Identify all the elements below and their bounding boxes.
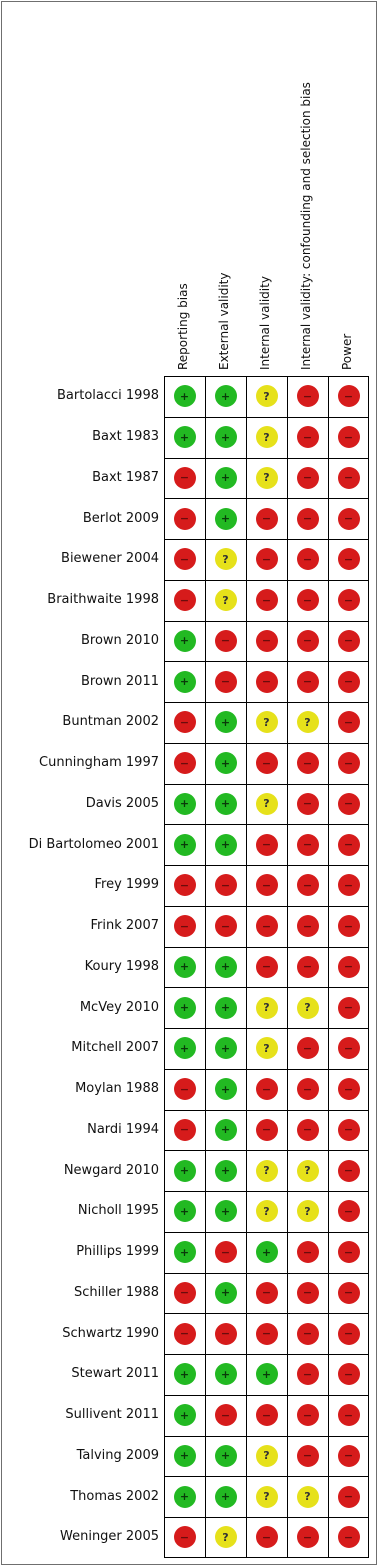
rating-dot-low: +	[256, 1363, 278, 1385]
rating-dot-low: +	[215, 1363, 237, 1385]
row-divider	[165, 458, 368, 459]
rating-dot-high: −	[338, 630, 360, 652]
study-label: Berlot 2009	[82, 510, 159, 526]
column-divider	[246, 377, 247, 1557]
rating-dot-low: +	[256, 1241, 278, 1263]
rating-dot-low: +	[215, 1119, 237, 1141]
rating-dot-high: −	[174, 1526, 196, 1548]
rating-dot-unclear: ?	[256, 426, 278, 448]
rating-dot-high: −	[174, 1119, 196, 1141]
rating-dot-high: −	[338, 1363, 360, 1385]
rating-dot-high: −	[338, 1241, 360, 1263]
rating-dot-high: −	[174, 915, 196, 937]
rating-dot-high: −	[297, 1078, 319, 1100]
rating-dot-low: +	[215, 1200, 237, 1222]
rating-dot-high: −	[297, 385, 319, 407]
study-label: Baxt 1987	[92, 469, 159, 485]
rating-dot-high: −	[297, 671, 319, 693]
row-divider	[165, 743, 368, 744]
rating-dot-low: +	[174, 630, 196, 652]
rating-dot-low: +	[174, 671, 196, 693]
rating-dot-low: +	[174, 1200, 196, 1222]
rating-dot-high: −	[297, 630, 319, 652]
row-divider	[165, 1395, 368, 1396]
rating-dot-unclear: ?	[297, 997, 319, 1019]
study-label: Schwartz 1990	[62, 1325, 159, 1341]
row-divider	[165, 1436, 368, 1437]
row-divider	[165, 1150, 368, 1151]
rating-dot-high: −	[215, 671, 237, 693]
rating-dot-low: +	[215, 956, 237, 978]
rating-dot-high: −	[338, 1323, 360, 1345]
row-divider	[165, 1191, 368, 1192]
rating-dot-unclear: ?	[215, 548, 237, 570]
rating-dot-low: +	[174, 1241, 196, 1263]
row-divider	[165, 539, 368, 540]
rating-dot-high: −	[297, 508, 319, 530]
rating-dot-low: +	[174, 426, 196, 448]
rating-dot-high: −	[338, 956, 360, 978]
study-label: Cunningham 1997	[39, 755, 159, 771]
row-divider	[165, 580, 368, 581]
row-divider	[165, 1232, 368, 1233]
rating-dot-low: +	[215, 1486, 237, 1508]
rating-dot-high: −	[338, 467, 360, 489]
rating-dot-unclear: ?	[297, 1200, 319, 1222]
study-label: Braithwaite 1998	[47, 592, 159, 608]
rating-dot-high: −	[215, 915, 237, 937]
rating-dot-high: −	[215, 630, 237, 652]
rating-dot-high: −	[215, 1323, 237, 1345]
rating-dot-low: +	[174, 834, 196, 856]
rating-dot-high: −	[174, 1323, 196, 1345]
rating-dot-high: −	[297, 956, 319, 978]
study-label: Davis 2005	[85, 795, 159, 811]
study-label: Newgard 2010	[63, 1162, 159, 1178]
rating-dot-high: −	[256, 1526, 278, 1548]
rating-dot-high: −	[338, 1486, 360, 1508]
rating-dot-high: −	[338, 1160, 360, 1182]
rating-dot-high: −	[174, 1078, 196, 1100]
rating-dot-low: +	[174, 793, 196, 815]
rating-dot-high: −	[338, 1200, 360, 1222]
rating-dot-unclear: ?	[297, 1486, 319, 1508]
rating-dot-high: −	[338, 752, 360, 774]
study-label: Nicholl 1995	[77, 1203, 159, 1219]
study-label: Thomas 2002	[70, 1488, 159, 1504]
row-divider	[165, 1354, 368, 1355]
rating-dot-high: −	[338, 997, 360, 1019]
study-label: Phillips 1999	[76, 1244, 159, 1260]
rating-dot-unclear: ?	[215, 1526, 237, 1548]
rating-dot-high: −	[215, 1241, 237, 1263]
rating-dot-high: −	[297, 1282, 319, 1304]
rating-dot-high: −	[256, 1282, 278, 1304]
row-divider	[165, 1517, 368, 1518]
row-divider	[165, 621, 368, 622]
study-label: Schiller 1988	[73, 1284, 159, 1300]
rating-dot-low: +	[174, 1445, 196, 1467]
study-label: Buntman 2002	[62, 714, 159, 730]
rating-dot-low: +	[215, 1160, 237, 1182]
column-divider	[205, 377, 206, 1557]
study-label: Biewener 2004	[61, 551, 159, 567]
rating-dot-low: +	[215, 385, 237, 407]
rating-dot-high: −	[297, 589, 319, 611]
rating-dot-high: −	[338, 1119, 360, 1141]
row-divider	[165, 661, 368, 662]
rating-dot-low: +	[215, 1078, 237, 1100]
rating-dot-unclear: ?	[256, 793, 278, 815]
rating-dot-high: −	[256, 630, 278, 652]
row-divider	[165, 1476, 368, 1477]
rating-dot-high: −	[256, 752, 278, 774]
rating-dot-high: −	[174, 874, 196, 896]
risk-of-bias-grid	[164, 376, 369, 1558]
study-label: McVey 2010	[79, 999, 159, 1015]
rating-dot-high: −	[256, 508, 278, 530]
row-divider	[165, 947, 368, 948]
rating-dot-unclear: ?	[256, 1486, 278, 1508]
rating-dot-high: −	[338, 915, 360, 937]
row-divider	[165, 702, 368, 703]
row-divider	[165, 784, 368, 785]
study-label: Frink 2007	[90, 918, 159, 934]
rating-dot-high: −	[338, 589, 360, 611]
rating-dot-high: −	[338, 1445, 360, 1467]
rating-dot-low: +	[174, 1404, 196, 1426]
rating-dot-low: +	[174, 385, 196, 407]
row-divider	[165, 1273, 368, 1274]
row-divider	[165, 906, 368, 907]
rating-dot-high: −	[297, 467, 319, 489]
rating-dot-high: −	[338, 1078, 360, 1100]
rating-dot-high: −	[297, 1445, 319, 1467]
row-divider	[165, 1110, 368, 1111]
rating-dot-high: −	[338, 874, 360, 896]
rating-dot-high: −	[338, 1037, 360, 1059]
rating-dot-high: −	[297, 1526, 319, 1548]
rating-dot-low: +	[174, 1486, 196, 1508]
row-divider	[165, 498, 368, 499]
rating-dot-low: +	[215, 467, 237, 489]
rating-dot-low: +	[215, 426, 237, 448]
rating-dot-high: −	[174, 711, 196, 733]
rating-dot-high: −	[256, 1404, 278, 1426]
rating-dot-high: −	[297, 915, 319, 937]
rating-dot-low: +	[174, 1363, 196, 1385]
study-label: Talving 2009	[76, 1447, 159, 1463]
rating-dot-high: −	[256, 548, 278, 570]
rating-dot-low: +	[174, 956, 196, 978]
study-label: Frey 1999	[94, 877, 159, 893]
row-divider	[165, 1313, 368, 1314]
study-label: Nardi 1994	[87, 1121, 159, 1137]
rating-dot-high: −	[297, 1363, 319, 1385]
study-label: Di Bartolomeo 2001	[28, 836, 159, 852]
rating-dot-high: −	[215, 1404, 237, 1426]
column-header: Power	[340, 333, 354, 370]
study-label: Baxt 1983	[92, 429, 159, 445]
rating-dot-high: −	[174, 589, 196, 611]
column-header: Reporting bias	[176, 283, 190, 370]
study-label: Stewart 2011	[71, 1366, 159, 1382]
rating-dot-high: −	[297, 793, 319, 815]
row-divider	[165, 824, 368, 825]
rating-dot-high: −	[338, 1526, 360, 1548]
rating-dot-low: +	[215, 508, 237, 530]
rating-dot-low: +	[215, 997, 237, 1019]
rating-dot-low: +	[215, 1037, 237, 1059]
row-divider	[165, 987, 368, 988]
rating-dot-high: −	[174, 1282, 196, 1304]
rating-dot-low: +	[174, 1160, 196, 1182]
column-header: Internal validity	[258, 276, 272, 370]
rating-dot-unclear: ?	[297, 711, 319, 733]
rating-dot-high: −	[338, 711, 360, 733]
rating-dot-unclear: ?	[256, 467, 278, 489]
column-header: Internal validity: confounding and selection bias	[299, 82, 313, 370]
rating-dot-high: −	[256, 589, 278, 611]
rating-dot-high: −	[338, 671, 360, 693]
rating-dot-high: −	[297, 1323, 319, 1345]
study-label: Moylan 1988	[75, 1081, 159, 1097]
rating-dot-high: −	[174, 508, 196, 530]
rating-dot-high: −	[338, 834, 360, 856]
rating-dot-high: −	[256, 874, 278, 896]
rating-dot-high: −	[297, 1404, 319, 1426]
rating-dot-unclear: ?	[256, 997, 278, 1019]
rating-dot-high: −	[338, 508, 360, 530]
rating-dot-low: +	[215, 834, 237, 856]
study-label: Bartolacci 1998	[57, 388, 159, 404]
rating-dot-high: −	[256, 1119, 278, 1141]
rating-dot-high: −	[338, 426, 360, 448]
rating-dot-low: +	[215, 711, 237, 733]
rating-dot-high: −	[256, 671, 278, 693]
study-label: Brown 2011	[80, 673, 159, 689]
rating-dot-high: −	[338, 1404, 360, 1426]
rating-dot-low: +	[215, 793, 237, 815]
study-label: Mitchell 2007	[71, 1040, 159, 1056]
rating-dot-unclear: ?	[256, 1037, 278, 1059]
column-header: External validity	[217, 272, 231, 370]
rating-dot-unclear: ?	[256, 1200, 278, 1222]
rating-dot-high: −	[256, 1078, 278, 1100]
column-divider	[328, 377, 329, 1557]
rating-dot-high: −	[174, 752, 196, 774]
study-label: Weninger 2005	[60, 1529, 159, 1545]
rating-dot-high: −	[174, 548, 196, 570]
rating-dot-high: −	[256, 1323, 278, 1345]
rating-dot-high: −	[297, 1119, 319, 1141]
rating-dot-high: −	[297, 548, 319, 570]
rating-dot-low: +	[215, 752, 237, 774]
study-label: Sullivent 2011	[65, 1407, 159, 1423]
row-divider	[165, 1069, 368, 1070]
rating-dot-low: +	[215, 1282, 237, 1304]
study-label: Koury 1998	[84, 958, 159, 974]
rating-dot-high: −	[338, 1282, 360, 1304]
rating-dot-high: −	[338, 548, 360, 570]
rating-dot-unclear: ?	[215, 589, 237, 611]
rating-dot-low: +	[174, 1037, 196, 1059]
rating-dot-unclear: ?	[256, 1160, 278, 1182]
rating-dot-high: −	[256, 956, 278, 978]
rating-dot-high: −	[297, 1241, 319, 1263]
rating-dot-low: +	[215, 1445, 237, 1467]
rating-dot-high: −	[297, 1037, 319, 1059]
rating-dot-high: −	[338, 385, 360, 407]
rating-dot-unclear: ?	[256, 711, 278, 733]
column-divider	[287, 377, 288, 1557]
rating-dot-high: −	[256, 915, 278, 937]
rating-dot-high: −	[297, 874, 319, 896]
row-divider	[165, 865, 368, 866]
rating-dot-high: −	[338, 793, 360, 815]
rating-dot-high: −	[174, 467, 196, 489]
rating-dot-high: −	[297, 426, 319, 448]
study-label: Brown 2010	[80, 632, 159, 648]
row-divider	[165, 417, 368, 418]
rating-dot-low: +	[174, 997, 196, 1019]
rating-dot-unclear: ?	[256, 1445, 278, 1467]
rating-dot-high: −	[215, 874, 237, 896]
rating-dot-unclear: ?	[297, 1160, 319, 1182]
rating-dot-high: −	[256, 834, 278, 856]
rating-dot-unclear: ?	[256, 385, 278, 407]
rating-dot-high: −	[297, 752, 319, 774]
row-divider	[165, 1028, 368, 1029]
rating-dot-high: −	[297, 834, 319, 856]
